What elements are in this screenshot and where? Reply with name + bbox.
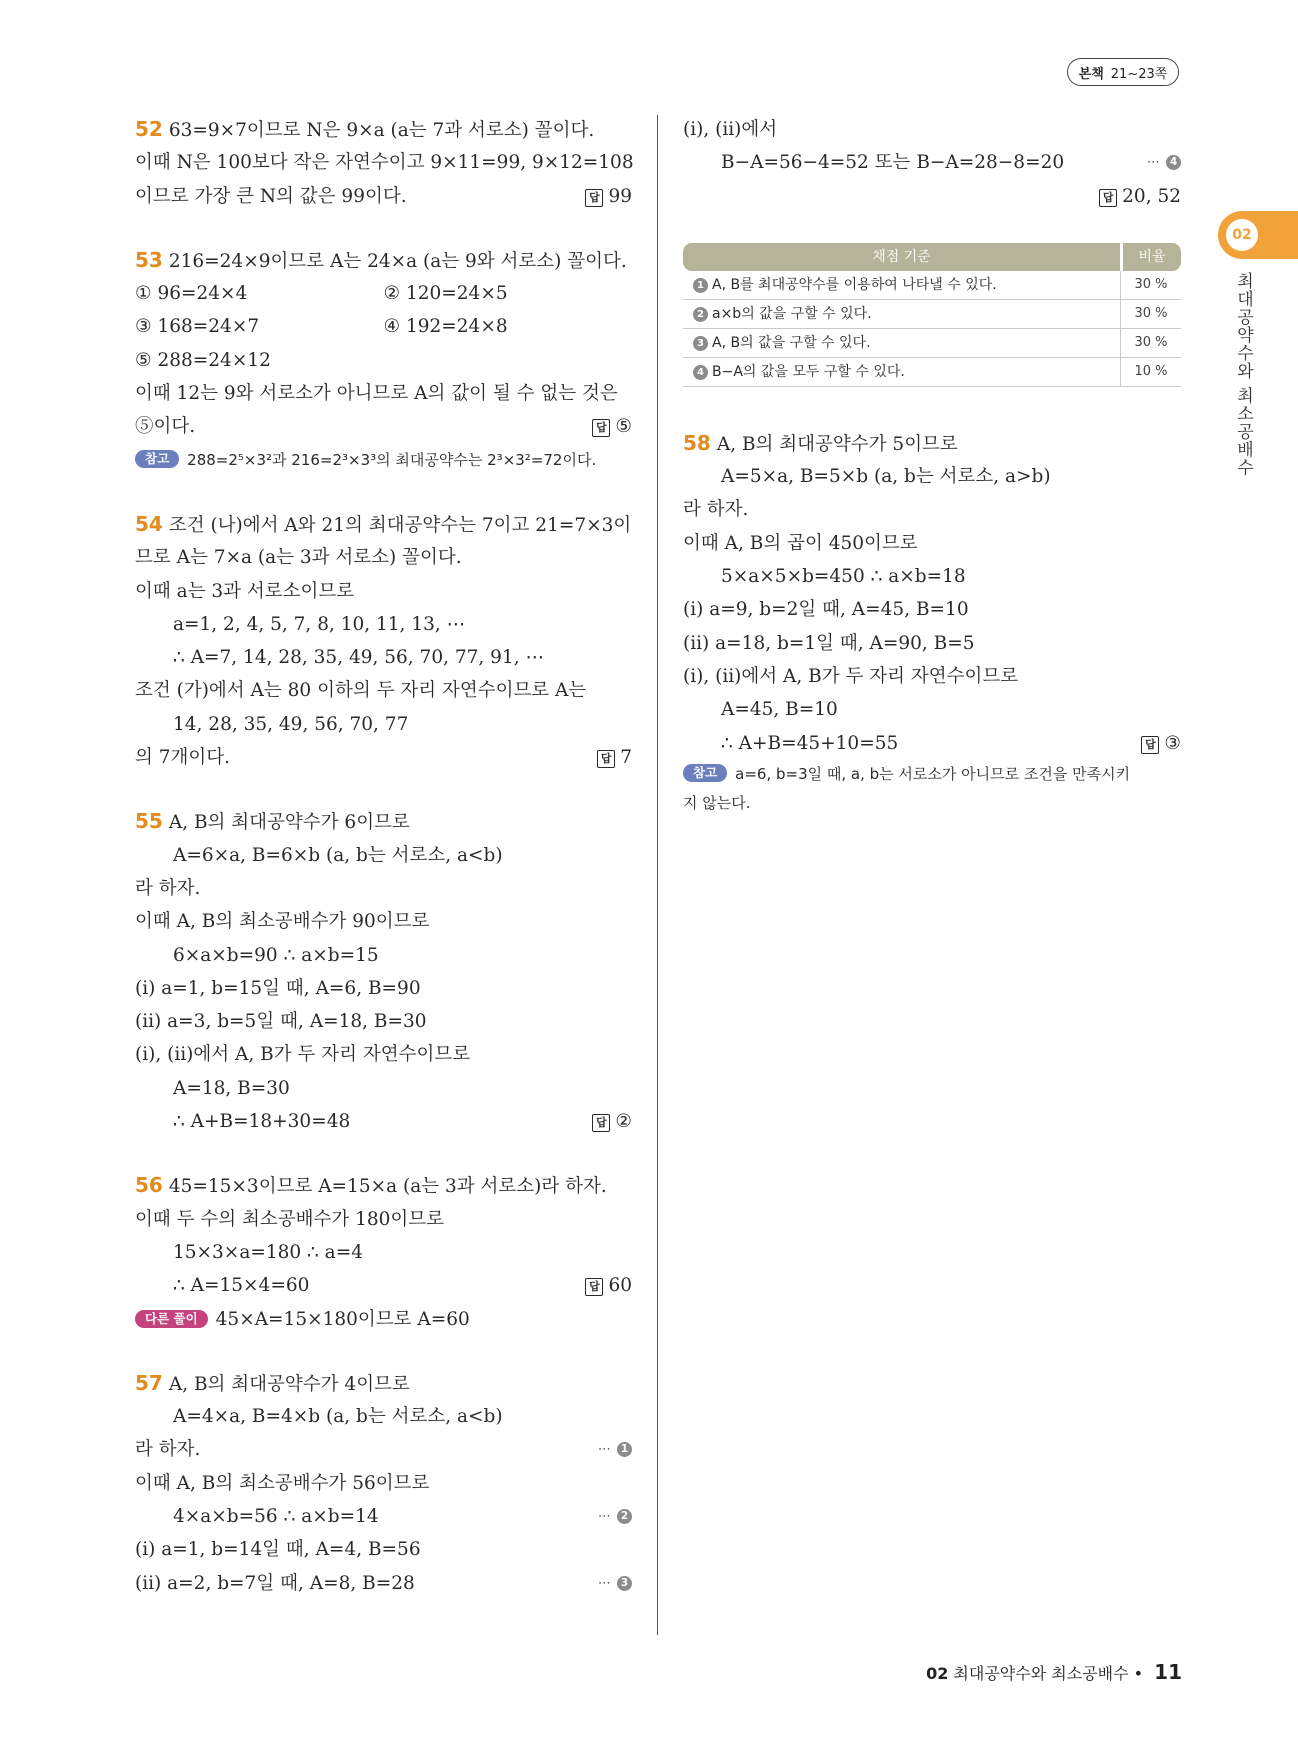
rubric-criterion: A, B를 최대공약수를 이용하여 나타낼 수 있다. (712, 276, 997, 293)
answer (585, 180, 632, 213)
solution-line: A=6×a, B=6×b (a, b는 서로소, a<b) (173, 844, 503, 866)
answer-value: 99 (608, 185, 632, 207)
solution-line: (ⅰ), (ⅱ)에서 (683, 119, 778, 140)
solution-line: ∴ A+B=18+30=48 (173, 1111, 351, 1133)
step-number-badge: 3 (693, 336, 708, 351)
footer-bullet: • (1133, 1664, 1144, 1683)
alternate-solution-text: 45×A=15×180이므로 A=60 (215, 1308, 470, 1330)
solution-line: 이때 두 수의 최소공배수가 180이므로 (135, 1208, 445, 1230)
rubric-ratio: 30 % (1134, 305, 1168, 321)
solution-line: 라 하자. (135, 877, 201, 899)
scoring-rubric-table (683, 243, 1181, 387)
solution-line: 4×a×b=56 ∴ a×b=14 (173, 1505, 379, 1527)
answer-value: 7 (620, 747, 632, 769)
step-number-badge: 4 (1166, 155, 1181, 170)
problem-number: 56 (135, 1173, 163, 1198)
step-number-badge: 1 (617, 1442, 632, 1457)
problem-52 (135, 113, 632, 213)
rubric-criterion: A, B의 값을 구할 수 있다. (712, 334, 871, 351)
rubric-row (683, 358, 1181, 387)
step-number-badge: 2 (617, 1509, 632, 1524)
answer-icon: 답 (597, 750, 615, 768)
note-tag: 참고 (135, 450, 179, 468)
solution-line: (ⅱ) a=2, b=7일 때, A=8, B=28 (135, 1572, 415, 1594)
solution-line: (ⅱ) a=3, b=5일 때, A=18, B=30 (135, 1011, 427, 1033)
step-marker-4: ⋯ 4 (1147, 146, 1181, 179)
rubric-header-criteria: 채점 기준 (683, 243, 1120, 271)
page-footer (926, 1660, 1182, 1684)
problem-number: 55 (135, 809, 163, 834)
solution-line: 이때 A, B의 최소공배수가 90이므로 (135, 911, 430, 933)
solution-line: 14, 28, 35, 49, 56, 70, 77 (173, 713, 409, 735)
solution-line: A=4×a, B=4×b (a, b는 서로소, a<b) (173, 1406, 503, 1428)
solution-line: 이때 12는 9와 서로소가 아니므로 A의 값이 될 수 없는 것은 (135, 383, 618, 405)
solution-line: (ⅰ), (ⅱ)에서 A, B가 두 자리 자연수이므로 (683, 665, 1019, 687)
problem-57 (135, 1367, 632, 1600)
problem-number: 52 (135, 117, 163, 141)
page-number: 11 (1154, 1660, 1182, 1684)
solution-line: 이때 A, B의 곱이 450이므로 (683, 532, 918, 554)
solution-line: A, B의 최대공약수가 6이므로 (168, 812, 410, 834)
rubric-row (683, 300, 1181, 329)
problem-56 (135, 1169, 632, 1335)
rubric-criterion: B−A의 값을 모두 구할 수 있다. (712, 363, 905, 380)
book-label: 본책 (1078, 66, 1104, 82)
solution-line: 의 7개이다. (135, 747, 231, 769)
solution-line: ∴ A=15×4=60 (173, 1275, 310, 1297)
answer-icon: 답 (585, 1278, 603, 1296)
solution-line: (ⅰ) a=1, b=14일 때, A=4, B=56 (135, 1539, 421, 1561)
footer-chapter-number: 02 (926, 1664, 949, 1683)
answer-value: ③ (1164, 732, 1181, 754)
step-number-badge: 2 (693, 307, 708, 322)
problem-number: 53 (135, 247, 163, 272)
solution-line: 므로 A는 7×a (a는 3과 서로소) 꼴이다. (135, 547, 462, 569)
step-marker-2: ⋯ 2 (598, 1500, 632, 1533)
solution-line: 조건 (가)에서 A는 80 이하의 두 자리 자연수이므로 A는 (135, 680, 587, 702)
solution-line: 조건 (나)에서 A와 21의 최대공약수는 7이고 21=7×3이 (168, 514, 632, 536)
solution-line: 라 하자. (683, 499, 749, 521)
solution-line: A=5×a, B=5×b (a, b는 서로소, a>b) (721, 466, 1051, 488)
alternate-solution-tag: 다른 풀이 (135, 1310, 208, 1328)
answer-icon: 답 (592, 419, 610, 437)
solution-line: 15×3×a=180 ∴ a=4 (173, 1241, 363, 1263)
page-range: 21~23쪽 (1110, 66, 1168, 82)
solution-line: 이므로 가장 큰 N의 값은 99이다. (135, 185, 407, 207)
answer-icon: 답 (1141, 736, 1159, 754)
answer-icon: 답 (592, 1114, 610, 1132)
solution-line: B−A=56−4=52 또는 B−A=28−8=20 (721, 152, 1065, 174)
answer-value: ⑤ (615, 416, 632, 438)
solution-line: A=45, B=10 (721, 699, 838, 721)
problem-number: 58 (683, 430, 711, 455)
right-column (683, 113, 1181, 818)
solution-line: ∴ A=7, 14, 28, 35, 49, 56, 70, 77, 91, ⋯ (173, 647, 544, 669)
solution-line: A, B의 최대공약수가 5이므로 (716, 433, 958, 455)
note-tag: 참고 (683, 764, 727, 782)
solution-line: A, B의 최대공약수가 4이므로 (168, 1373, 410, 1395)
footer-chapter-title: 최대공약수와 최소공배수 (953, 1664, 1129, 1683)
solution-line: ⑤이다. (135, 416, 196, 438)
solution-line: 이때 A, B의 최소공배수가 56이므로 (135, 1472, 430, 1494)
note-text: 지 않는다. (683, 793, 751, 812)
rubric-ratio: 30 % (1134, 276, 1168, 292)
rubric-criterion: a×b의 값을 구할 수 있다. (712, 305, 872, 322)
choice-4: ④ 192=24×8 (383, 316, 508, 338)
answer (1099, 180, 1181, 213)
step-marker-3: ⋯ 3 (598, 1567, 632, 1600)
problem-55 (135, 805, 632, 1138)
solution-line: 라 하자. (135, 1439, 201, 1461)
rubric-ratio: 10 % (1134, 363, 1168, 379)
solution-line: 이때 N은 100보다 작은 자연수이고 9×11=99, 9×12=108 (135, 152, 634, 174)
solution-line: 이때 a는 3과 서로소이므로 (135, 580, 355, 602)
rubric-ratio: 30 % (1134, 334, 1168, 350)
answer (1141, 727, 1181, 760)
note-text: a=6, b=3일 때, a, b는 서로소가 아니므로 조건을 만족시키 (735, 764, 1131, 783)
answer-value: 60 (608, 1275, 632, 1297)
column-divider (657, 115, 658, 1635)
solution-line: (ⅰ), (ⅱ)에서 A, B가 두 자리 자연수이므로 (135, 1044, 471, 1066)
solution-line: a=1, 2, 4, 5, 7, 8, 10, 11, 13, ⋯ (173, 613, 466, 635)
problem-number: 54 (135, 511, 163, 536)
choice-1: ① 96=24×4 (135, 283, 248, 305)
answer (592, 1105, 632, 1138)
rubric-header-ratio: 비율 (1123, 243, 1181, 271)
solution-line: (ⅱ) a=18, b=1일 때, A=90, B=5 (683, 632, 975, 654)
problem-53 (135, 244, 632, 477)
solution-line: 5×a×5×b=450 ∴ a×b=18 (721, 566, 966, 588)
problem-54 (135, 508, 632, 774)
rubric-header (683, 243, 1181, 271)
answer-icon: 답 (1099, 189, 1117, 207)
rubric-row (683, 271, 1181, 300)
problem-57-continued (683, 113, 1181, 213)
solution-line: 6×a×b=90 ∴ a×b=15 (173, 944, 379, 966)
solution-line: 63=9×7이므로 N은 9×a (a는 7과 서로소) 꼴이다. (168, 120, 595, 141)
chapter-number-badge: 02 (1226, 219, 1258, 251)
choice-5: ⑤ 288=24×12 (135, 349, 271, 371)
step-number-badge: 4 (693, 365, 708, 380)
rubric-row (683, 329, 1181, 358)
left-column (135, 113, 632, 1600)
step-number-badge: 3 (617, 1576, 632, 1591)
solution-line: ∴ A+B=45+10=55 (721, 732, 899, 754)
answer (592, 410, 632, 443)
problem-58 (683, 427, 1181, 818)
solution-line: 216=24×9이므로 A는 24×a (a는 9와 서로소) 꼴이다. (168, 250, 627, 272)
answer-icon: 답 (585, 189, 603, 207)
note-text: 288=2⁵×3²과 216=2³×3³의 최대공약수는 2³×3²=72이다. (187, 450, 597, 469)
choice-3: ③ 168=24×7 (135, 316, 260, 338)
solution-line: (ⅰ) a=1, b=15일 때, A=6, B=90 (135, 977, 421, 999)
answer (585, 1269, 632, 1302)
step-marker-1: ⋯ 1 (598, 1433, 632, 1466)
answer-value: 20, 52 (1122, 185, 1181, 207)
page-reference-badge (1067, 58, 1179, 86)
solution-line: A=18, B=30 (173, 1077, 290, 1099)
solution-line: 45=15×3이므로 A=15×a (a는 3과 서로소)라 하자. (168, 1176, 607, 1198)
chapter-side-title: 최대공약수와 최소공배수 (1233, 272, 1253, 477)
choice-2: ② 120=24×5 (383, 283, 508, 305)
solution-line: (ⅰ) a=9, b=2일 때, A=45, B=10 (683, 599, 969, 621)
step-number-badge: 1 (693, 278, 708, 293)
answer-value: ② (615, 1111, 632, 1133)
answer (597, 741, 632, 774)
problem-number: 57 (135, 1370, 163, 1395)
